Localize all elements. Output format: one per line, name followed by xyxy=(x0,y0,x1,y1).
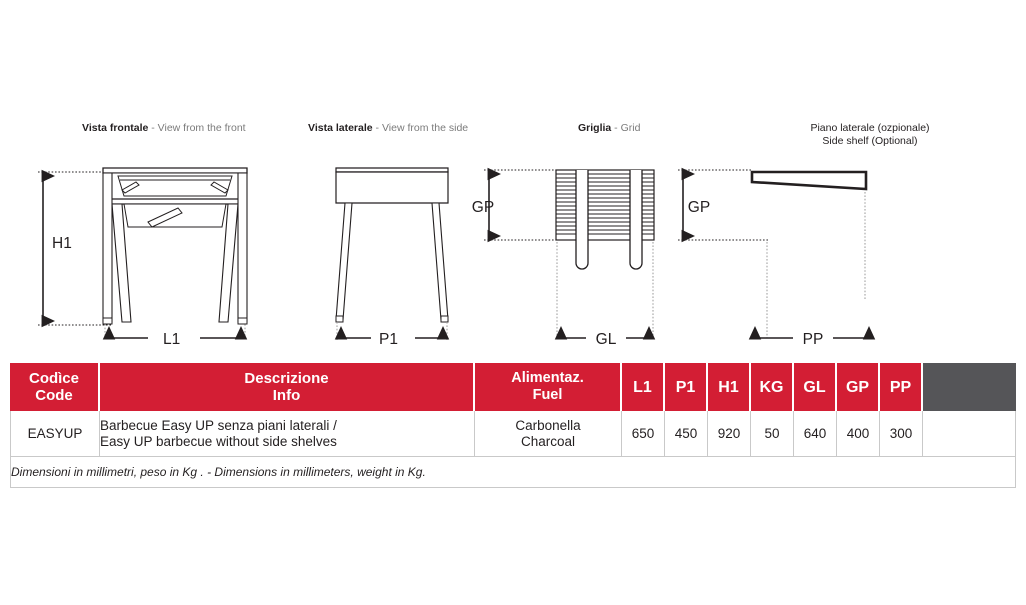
caption-side-shelf-line2: Side shelf (Optional) xyxy=(822,135,918,147)
dim-label-p1: P1 xyxy=(379,331,398,348)
dim-label-l1: L1 xyxy=(163,331,181,348)
cell-fuel-en: Charcoal xyxy=(520,433,576,449)
cell-gl: 640 xyxy=(794,411,837,457)
table-header-row xyxy=(10,363,1016,411)
cell-code: EASYUP xyxy=(10,411,100,457)
side-shelf-view-drawing xyxy=(678,170,869,348)
cell-spacer xyxy=(923,411,1016,457)
cell-description-it: Barbecue Easy UP senza piani laterali / xyxy=(100,417,337,433)
dim-label-gp-grid: GP xyxy=(471,199,495,216)
header-pp: PP xyxy=(880,363,923,411)
header-code-it: Codìce xyxy=(28,370,79,387)
header-fuel-en: Fuel xyxy=(532,387,563,403)
caption-grid-view-it: Griglia xyxy=(578,122,612,134)
table-note-row xyxy=(10,457,1016,488)
header-h1: H1 xyxy=(708,363,751,411)
header-l1: L1 xyxy=(622,363,665,411)
cell-kg: 50 xyxy=(751,411,794,457)
caption-side-view-en: View from the side xyxy=(381,122,469,134)
front-view-drawing xyxy=(38,168,247,348)
cell-fuel-it: Carbonella xyxy=(515,417,581,433)
header-p1: P1 xyxy=(665,363,708,411)
cell-pp: 300 xyxy=(880,411,923,457)
caption-front-view-sep: - xyxy=(148,122,158,134)
header-description-en: Info xyxy=(272,387,301,404)
dim-label-pp: PP xyxy=(802,331,824,348)
cell-description-en: Easy UP barbecue without side shelves xyxy=(100,433,337,449)
header-code-en: Code xyxy=(35,387,73,404)
header-kg: KG xyxy=(751,363,794,411)
header-fuel xyxy=(475,363,622,411)
caption-front-view-en: View from the front xyxy=(157,122,246,134)
header-code xyxy=(10,363,100,411)
caption-grid-view-en: Grid xyxy=(620,122,641,134)
caption-front-view-it: Vista frontale xyxy=(82,122,149,134)
header-gp: GP xyxy=(837,363,880,411)
dim-label-h1: H1 xyxy=(52,235,72,252)
side-view-drawing xyxy=(336,168,448,348)
header-fuel-it: Alimentaz. xyxy=(511,370,584,386)
table-row xyxy=(10,411,1016,457)
header-description-it: Descrizione xyxy=(244,370,329,387)
header-gl: GL xyxy=(794,363,837,411)
dim-label-gp-shelf: GP xyxy=(687,199,711,216)
caption-side-view-sep: - xyxy=(372,122,382,134)
table-note: Dimensioni in millimetri, peso in Kg . - Dimensions in millimeters, weight in Kg. xyxy=(10,457,1016,488)
cell-description xyxy=(100,411,475,457)
header-description xyxy=(100,363,475,411)
caption-grid-view-sep: - xyxy=(611,122,621,134)
cell-h1: 920 xyxy=(708,411,751,457)
cell-l1: 650 xyxy=(622,411,665,457)
caption-side-view-it: Vista laterale xyxy=(308,122,373,134)
header-spacer xyxy=(923,363,1016,411)
cell-gp: 400 xyxy=(837,411,880,457)
caption-side-shelf-line1: Piano laterale (ozpionale) xyxy=(810,122,930,134)
cell-p1: 450 xyxy=(665,411,708,457)
cell-fuel xyxy=(475,411,622,457)
dim-label-gl: GL xyxy=(595,331,617,348)
specification-table xyxy=(10,363,1016,488)
grid-view-drawing xyxy=(472,170,654,348)
